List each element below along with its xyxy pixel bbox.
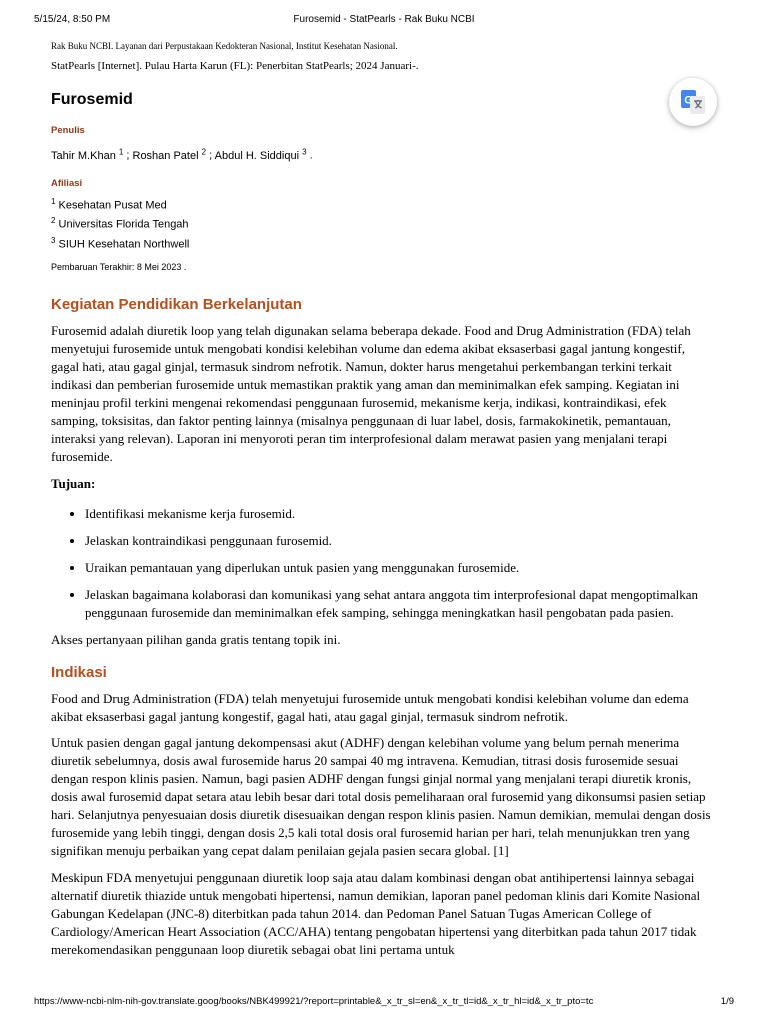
authors-list: Tahir M.Khan $^1$ ; Roshan Patel $^2$ ; Abdul H. Siddiqui $^3$ . bbox=[51, 147, 313, 162]
svg-text:G: G bbox=[684, 94, 693, 107]
objectives-label: Tujuan: bbox=[51, 475, 96, 491]
section-heading-continuing-education: Kegiatan Pendidikan Berkelanjutan bbox=[51, 295, 302, 313]
article-title: Furosemid bbox=[51, 91, 133, 108]
last-update: Pembaruan Terakhir: 8 Mei 2023 . bbox=[51, 261, 187, 272]
author-link[interactable]: Abdul H. Siddiqui $^3$ bbox=[214, 147, 307, 162]
affiliations-list bbox=[51, 194, 716, 253]
indications-paragraph: Meskipun FDA menyetujui penggunaan diuretik loop saja atau dalam kombinasi dengan obat antihipertensi lainnya sebagai alternatif diuretik thiazide untuk mengobati hipertensi, namun demikian, laporan panel pedoman klinis dari Komite Nasional Gabungan Kedelapan (JNC-8) diterbitkan pada tahun 2014. dan Pedoman Panel Satuan Tugas American College of Cardiology/American Heart Association (ACC/AHA) tentang pengobatan hipertensi yang diterbitkan pada tahun 2017 tidak merekomendasikan penggunaan loop diuretik sebagai obat lini pertama untuk bbox=[51, 869, 701, 957]
print-page-title: Furosemid - StatPearls - Rak Buku NCBI bbox=[293, 14, 475, 25]
article-content bbox=[51, 39, 716, 959]
print-url: https://www-ncbi-nlm-nih-gov.translate.goog/books/NBK499921/?report=printable&_x_tr_sl=en&_x_tr_tl=id&_x_tr_hl=id&_x_tr_pto=tc bbox=[34, 996, 594, 1007]
access-questions-link[interactable]: Akses pertanyaan pilihan ganda gratis tentang topik ini. bbox=[51, 631, 341, 647]
objective-item: • Jelaskan kontraindikasi penggunaan furosemid. bbox=[85, 532, 716, 550]
google-translate-icon bbox=[679, 88, 707, 116]
provider-line: Rak Buku NCBI. Layanan dari Perpustakaan Kedokteran Nasional, Institut Kesehatan Nasional. bbox=[51, 41, 398, 51]
page-number: 1/9 bbox=[720, 996, 734, 1007]
affiliation-item: $^3$ SIUH Kesehatan Northwell bbox=[51, 235, 190, 251]
section-heading-indications: Indikasi bbox=[51, 663, 107, 681]
objective-item: • Jelaskan bagaimana kolaborasi dan komunikasi yang sehat antara anggota tim interprofesional dapat mengoptimalkan penggunaan furosemide dan meminimalkan efek samping, sehingga meningkatkan hasil pengobatan pada pasien. bbox=[85, 586, 716, 622]
print-footer bbox=[34, 996, 734, 1010]
affiliation-item: $^1$ Kesehatan Pusat Med bbox=[51, 196, 167, 212]
affiliation-item: $^2$ Universitas Florida Tengah bbox=[51, 216, 189, 231]
print-datetime: 5/15/24, 8:50 PM bbox=[34, 14, 111, 25]
objective-item: • Identifikasi mekanisme kerja furosemid. bbox=[85, 505, 716, 523]
translate-button[interactable] bbox=[669, 78, 717, 126]
continuing-education-paragraph: Furosemid adalah diuretik loop yang telah digunakan selama beberapa dekade. Food and Drug Administration (FDA) telah menyetujui furosemide untuk mengobati kondisi kelebihan volume dan edema akibat eksaserbasi gagal jantung kongestif, gagal hati, atau gagal ginjal, termasuk sindrom nefrotik. Namun, dokter harus mengetahui perkembangan terkini terkait indikasi dan pemberian furosemide untuk memastikan praktik yang aman dan meminimalkan efek samping. Kegiatan ini meninjau profil terkini mengenai rekomendasi penggunaan furosemid, mekanisme kerja, indikasi, kontraindikasi, efek samping, toksisitas, dan faktor penting lainnya (misalnya penggunaan di luar label, dosis, farmakokinetik, pemantauan, interaksi yang relevan). Laporan ini menyoroti peran tim interprofesional dalam merawat pasien yang menjalani terapi furosemide. bbox=[51, 322, 691, 464]
authors-label: Penulis bbox=[51, 125, 85, 136]
print-header bbox=[34, 14, 734, 28]
affiliations-label: Afiliasi bbox=[51, 177, 83, 189]
author-link[interactable]: Tahir M.Khan $^1$ bbox=[51, 147, 124, 162]
author-link[interactable]: Roshan Patel $^2$ bbox=[132, 147, 207, 162]
citation-line: StatPearls [Internet]. Pulau Harta Karun (FL): Penerbitan StatPearls; 2024 Januari-. bbox=[51, 60, 419, 72]
indications-paragraph: Food and Drug Administration (FDA) telah menyetujui furosemide untuk mengobati kondisi kelebihan volume dan edema akibat eksaserbasi gagal jantung kongestif, gagal hati, atau gagal ginjal, termasuk sindrom nefrotik. bbox=[51, 690, 689, 724]
objective-item: • Uraikan pemantauan yang diperlukan untuk pasien yang menggunakan furosemide. bbox=[85, 559, 716, 577]
objectives-list bbox=[51, 505, 716, 622]
indications-paragraph: Untuk pasien dengan gagal jantung dekompensasi akut (ADHF) dengan kelebihan volume yang belum pernah menerima diuretik sebelumnya, dosis awal furosemide harus 20 sampai 40 mg intravena. Kemudian, titrasi dosis furosemide sesuai dengan respon klinis pasien. Namun, bagi pasien ADHF dengan fungsi ginjal normal yang menjalani terapi diuretik kronis, dosis awal furosemid dapat setara atau lebih besar dari total dosis pemeliharaan oral furosemid yang dikonsumsi pasien setiap hari. Selanjutnya penyesuaian dosis diuretik disesuaikan dengan respon klinis pasien. Namun demikian, memulai dengan dosis furosemide yang lebih tinggi, dengan dosis 2,5 kali total dosis oral furosemid harian per hari, telah menunjukkan tren yang signifikan menuju perbaikan yang cepat dalam penilaian gejala pasien secara global. [1] bbox=[51, 734, 711, 858]
